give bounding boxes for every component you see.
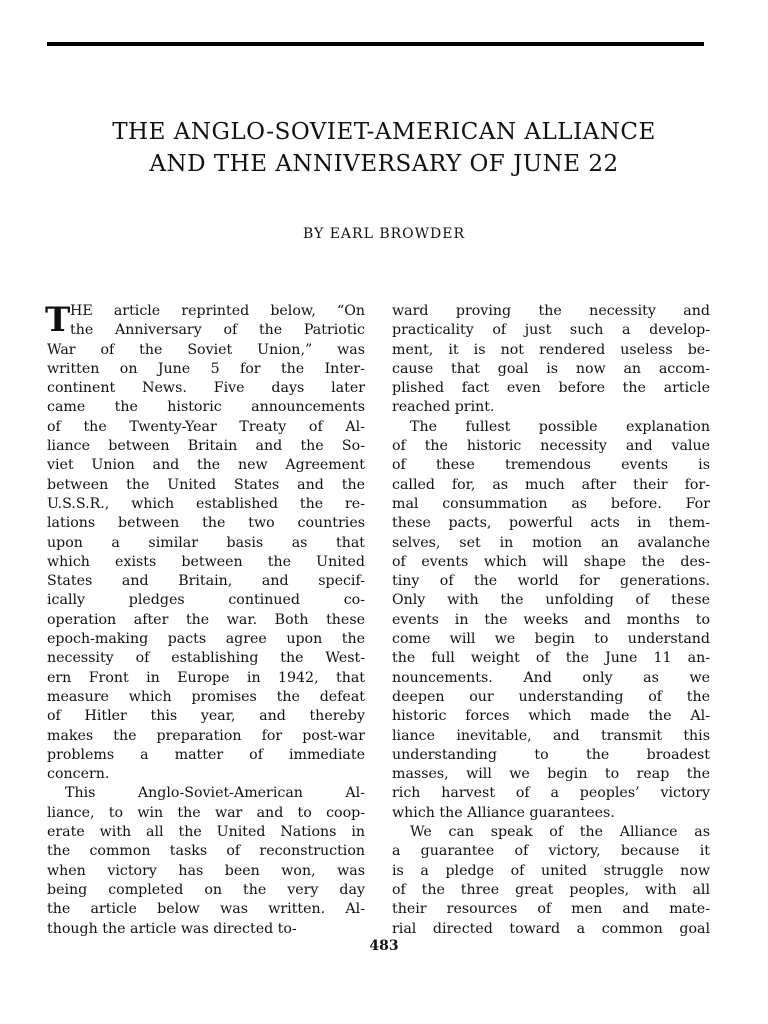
text-line: which exists between the United [47,553,365,570]
right-column [392,302,710,939]
text-line: of the three great peoples, with all [392,881,710,898]
text-line: erate with all the United Nations in [47,824,365,841]
text-line: This Anglo-Soviet-American Al- [65,785,365,802]
text-line: of the Twenty-Year Treaty of Al- [47,418,365,435]
text-line: of the historic necessity and value [392,438,710,455]
text-line: selves, set in motion an avalanche [392,534,710,551]
text-line: mal consummation as before. For [392,495,710,512]
text-line: come will we begin to understand [392,631,710,648]
text-line: which the Alliance guarantees. [392,804,615,821]
text-line: ern Front in Europe in 1942, that [47,669,365,686]
text-line: between the United States and the [47,476,365,493]
text-line: Only with the unfolding of these [392,592,710,609]
text-line: ically pledges continued co- [47,592,365,609]
text-line: viet Union and the new Agreement [47,457,365,474]
text-line: The fullest possible explanation [410,418,710,435]
text-line: the common tasks of reconstruction [47,843,365,860]
text-line: deepen our understanding of the [392,688,710,705]
text-line: ment, it is not rendered useless be- [392,341,710,358]
text-line: the Anniversary of the Patriotic [70,322,365,339]
text-line: upon a similar basis as that [47,534,365,551]
text-line: problems a matter of immediate [47,746,365,763]
title-line-1: THE ANGLO-SOVIET-AMERICAN ALLIANCE [112,119,656,145]
text-line: epoch-making pacts agree upon the [47,631,365,648]
text-line: War of the Soviet Union,” was [47,341,365,358]
text-line: of these tremendous events is [392,457,710,474]
text-line: rial directed toward a common goal [392,920,710,937]
text-line: We can speak of the Alliance as [410,824,710,841]
left-column [47,302,365,939]
top-rule [47,42,704,46]
text-line: nouncements. And only as we [392,669,710,686]
drop-cap: T [45,300,71,340]
text-line: continent News. Five days later [47,380,365,397]
byline: BY EARL BROWDER [302,226,466,242]
text-line: events in the weeks and months to [392,611,710,628]
text-line: measure which promises the defeat [47,688,365,705]
text-line: though the article was directed to- [47,920,297,937]
text-line: liance inevitable, and transmit this [392,727,710,744]
text-line: practicality of just such a develop- [392,322,710,339]
article-title [0,116,768,180]
text-line: called for, as much after their for- [392,476,710,493]
text-line: makes the preparation for post-war [47,727,365,744]
text-line: these pacts, powerful acts in them- [392,515,710,532]
text-line: their resources of men and mate- [392,901,710,918]
text-line: being completed on the very day [47,881,365,898]
title-line-2: AND THE ANNIVERSARY OF JUNE 22 [149,151,619,177]
text-line: cause that goal is now an accom- [392,360,710,377]
text-line: masses, will we begin to reap the [392,766,710,783]
text-line: when victory has been won, was [47,862,365,879]
text-line: liance between Britain and the So- [47,438,365,455]
text-line: came the historic announcements [47,399,365,416]
text-line: necessity of establishing the West- [47,650,365,667]
text-line: tiny of the world for generations. [392,573,710,590]
text-line: of Hitler this year, and thereby [47,708,365,725]
text-line: is a pledge of united struggle now [392,862,710,879]
text-line: a guarantee of victory, because it [392,843,710,860]
text-line: understanding to the broadest [392,746,710,763]
text-line: States and Britain, and specif- [47,573,365,590]
text-line: written on June 5 for the Inter- [47,360,365,377]
text-line: rich harvest of a peoples’ victory [392,785,710,802]
text-line: U.S.S.R., which established the re- [47,495,365,512]
text-line: HE article reprinted below, “On [70,303,365,319]
text-line: lations between the two countries [47,515,365,532]
text-line: reached print. [392,399,495,416]
text-line: the article below was written. Al- [47,901,365,918]
text-line: ward proving the necessity and [392,303,710,319]
text-line: plished fact even before the article [392,380,710,397]
text-line: historic forces which made the Al- [392,708,710,725]
text-line: of events which will shape the des- [392,553,710,570]
text-line: concern. [47,766,110,783]
text-line: operation after the war. Both these [47,611,365,628]
text-line: the full weight of the June 11 an- [392,650,710,667]
page-number: 483 [369,938,399,954]
text-line: liance, to win the war and to coop- [47,804,365,821]
